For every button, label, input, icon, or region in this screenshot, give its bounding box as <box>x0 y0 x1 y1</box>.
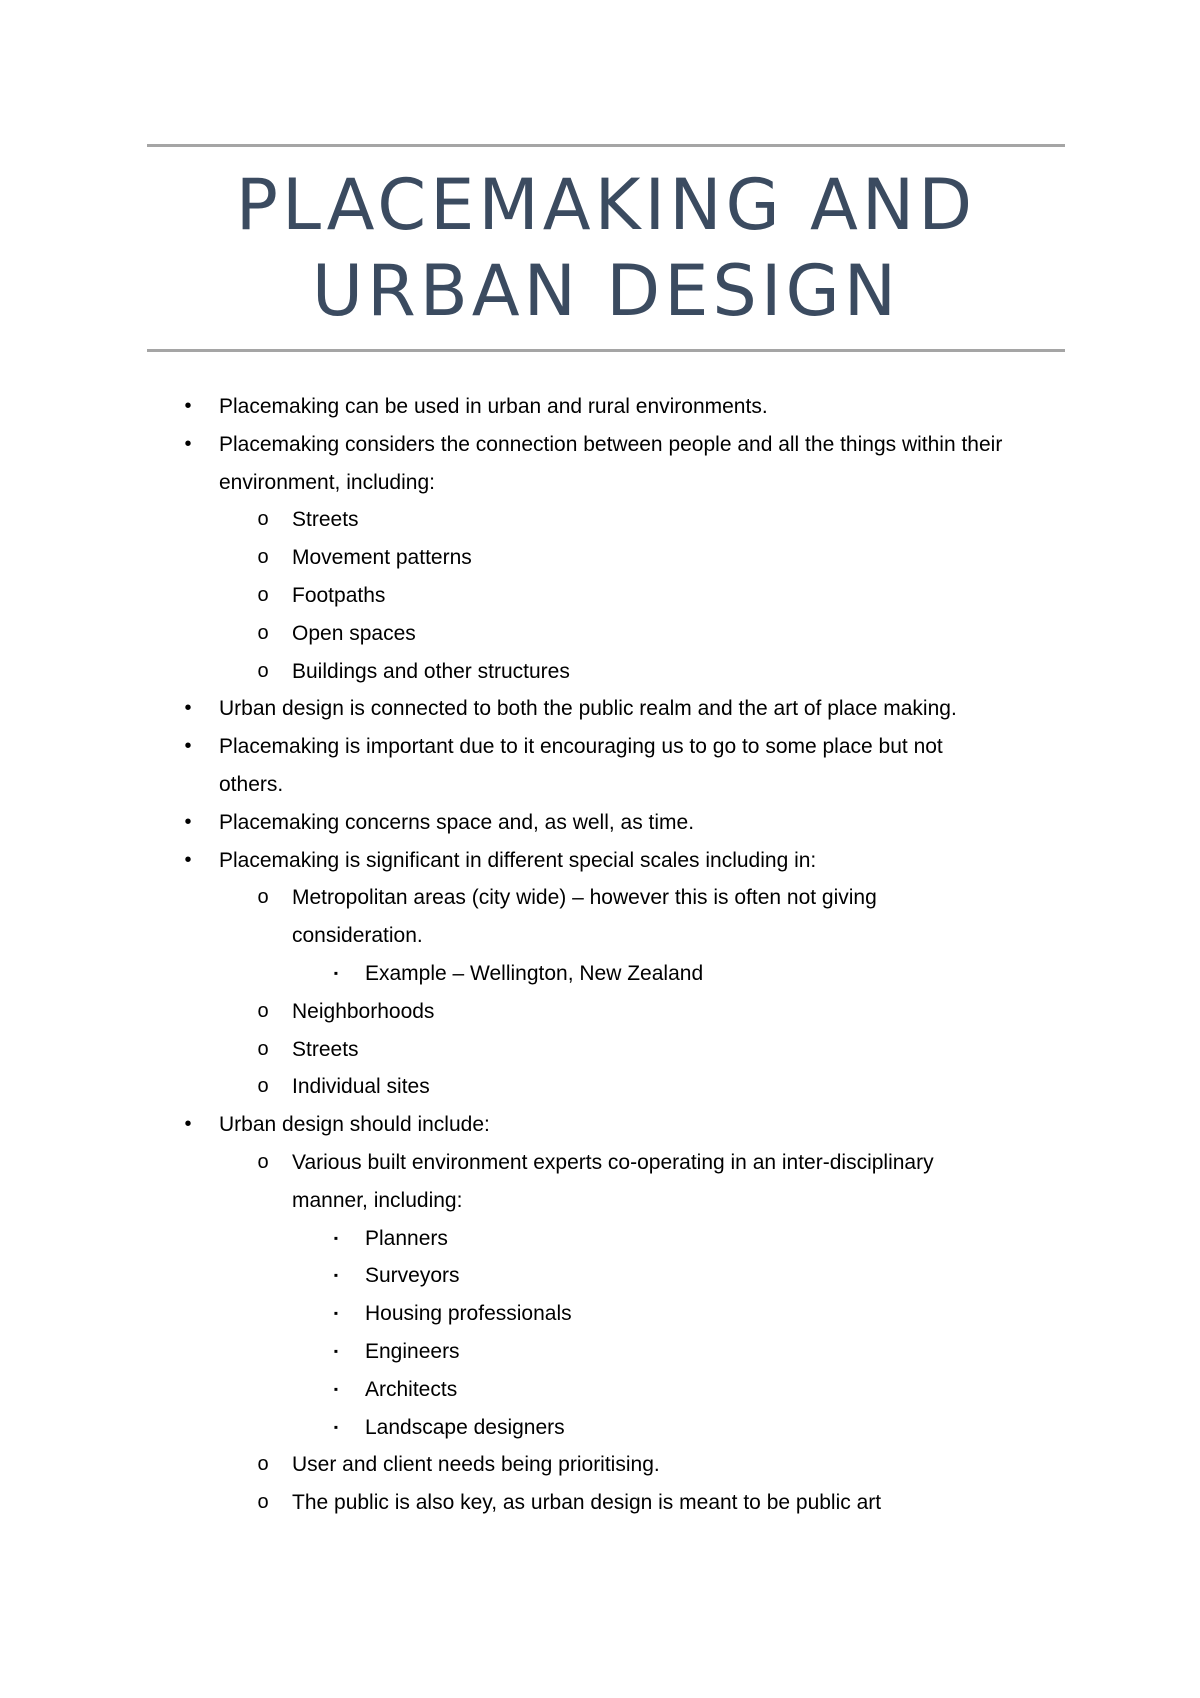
bullet-level-1-icon: • <box>184 395 192 417</box>
list-item <box>0 1144 1200 1182</box>
list-item-text: Urban design is connected to both the public realm and the art of place making. <box>219 697 957 721</box>
bullet-level-2-icon: o <box>257 1453 269 1476</box>
list-item-text: Urban design should include: <box>219 1113 490 1137</box>
list-item <box>0 577 1200 615</box>
list-item <box>0 1182 1200 1220</box>
list-item <box>0 804 1200 842</box>
bullet-level-1-icon: • <box>184 432 192 455</box>
list-item <box>0 766 1200 804</box>
list-item <box>0 842 1200 880</box>
bullet-level-2-icon: o <box>257 583 269 606</box>
list-item <box>0 501 1200 539</box>
list-item-text: Example – Wellington, New Zealand <box>365 961 704 985</box>
list-item <box>0 955 1200 993</box>
list-item <box>0 917 1200 955</box>
bullet-level-1-icon: • <box>184 1113 192 1136</box>
list-item <box>0 539 1200 577</box>
list-item <box>0 426 1200 464</box>
bullet-level-3-icon: ▪ <box>333 1268 339 1283</box>
document-body <box>0 388 1200 1522</box>
list-item <box>0 1295 1200 1333</box>
list-item <box>0 1484 1200 1522</box>
document-title <box>147 162 1065 334</box>
bullet-level-2-icon: o <box>257 1075 269 1098</box>
bullet-level-1-icon: • <box>184 735 192 758</box>
list-item <box>0 1220 1200 1258</box>
bullet-level-2-icon: o <box>257 886 269 909</box>
list-item <box>0 653 1200 691</box>
list-item-text: environment, including: <box>219 470 435 494</box>
bullet-level-2-icon: o <box>257 999 269 1022</box>
bullet-level-3-icon: ▪ <box>333 1230 339 1245</box>
bullet-level-3-icon: ▪ <box>333 1306 339 1321</box>
bullet-level-2-icon: o <box>257 546 269 569</box>
list-item-text: others. <box>219 772 284 796</box>
list-item-text: Buildings and other structures <box>292 659 570 683</box>
list-item-text: Placemaking is significant in different special scales including in: <box>219 848 817 872</box>
list-item-text: Engineers <box>365 1339 460 1363</box>
bullet-level-1-icon: • <box>184 848 192 871</box>
list-item <box>0 879 1200 917</box>
list-item <box>0 1068 1200 1106</box>
list-item-text: Streets <box>292 508 359 532</box>
bullet-level-3-icon: ▪ <box>333 1343 339 1358</box>
bullet-level-1-icon: • <box>184 810 192 833</box>
list-item-text: Neighborhoods <box>292 999 435 1023</box>
bullet-level-2-icon: o <box>257 1150 269 1173</box>
bullet-level-1-icon: • <box>184 697 192 720</box>
list-item-text: Placemaking considers the connection between people and all the things within their <box>219 432 1003 456</box>
bullet-level-3-icon: ▪ <box>333 1419 339 1434</box>
list-item-text: Housing professionals <box>365 1302 572 1326</box>
list-item <box>0 388 1200 426</box>
list-item <box>0 728 1200 766</box>
list-item-text: Open spaces <box>292 621 416 645</box>
list-item <box>0 690 1200 728</box>
list-item-text: Individual sites <box>292 1075 430 1099</box>
bullet-level-2-icon: o <box>257 508 269 531</box>
list-item <box>0 1409 1200 1447</box>
list-item-text: Movement patterns <box>292 546 472 570</box>
list-item-text: Streets <box>292 1037 359 1061</box>
title-line-2: URBAN DESIGN <box>311 250 901 332</box>
bullet-level-2-icon: o <box>257 621 269 644</box>
list-item-text: User and client needs being prioritising. <box>292 1453 660 1477</box>
list-item <box>0 1333 1200 1371</box>
list-item-text: The public is also key, as urban design is meant to be public art <box>292 1491 882 1515</box>
list-item-text: manner, including: <box>292 1188 463 1212</box>
list-item <box>0 1257 1200 1295</box>
list-item-text: Metropolitan areas (city wide) – however this is often not giving <box>292 886 877 910</box>
list-item-text: Various built environment experts co-operating in an inter-disciplinary <box>292 1150 934 1174</box>
list-item-text: Placemaking concerns space and, as well, as time. <box>219 810 695 834</box>
list-item-text: Landscape designers <box>365 1415 565 1439</box>
title-bottom-rule <box>147 349 1065 352</box>
list-item-text: Architects <box>365 1377 458 1401</box>
list-item-text: Placemaking is important due to it encouraging us to go to some place but not <box>219 735 943 759</box>
list-item-text: Footpaths <box>292 583 386 607</box>
list-item-text: Placemaking can be used in urban and rural environments. <box>219 395 768 418</box>
bullet-level-2-icon: o <box>257 1037 269 1060</box>
list-item <box>0 1031 1200 1069</box>
list-item <box>0 1106 1200 1144</box>
list-item <box>0 1446 1200 1484</box>
bullet-level-3-icon: ▪ <box>333 965 339 980</box>
list-item-text: Planners <box>365 1226 448 1250</box>
list-item <box>0 993 1200 1031</box>
title-top-rule <box>147 144 1065 147</box>
bullet-level-3-icon: ▪ <box>333 1381 339 1396</box>
bullet-level-2-icon: o <box>257 1491 269 1514</box>
list-item <box>0 464 1200 502</box>
list-item <box>0 1371 1200 1409</box>
title-line-1: PLACEMAKING AND <box>235 164 977 246</box>
list-item-text: Surveyors <box>365 1264 460 1288</box>
bullet-level-2-icon: o <box>257 659 269 682</box>
list-item-text: consideration. <box>292 924 423 948</box>
list-item <box>0 615 1200 653</box>
